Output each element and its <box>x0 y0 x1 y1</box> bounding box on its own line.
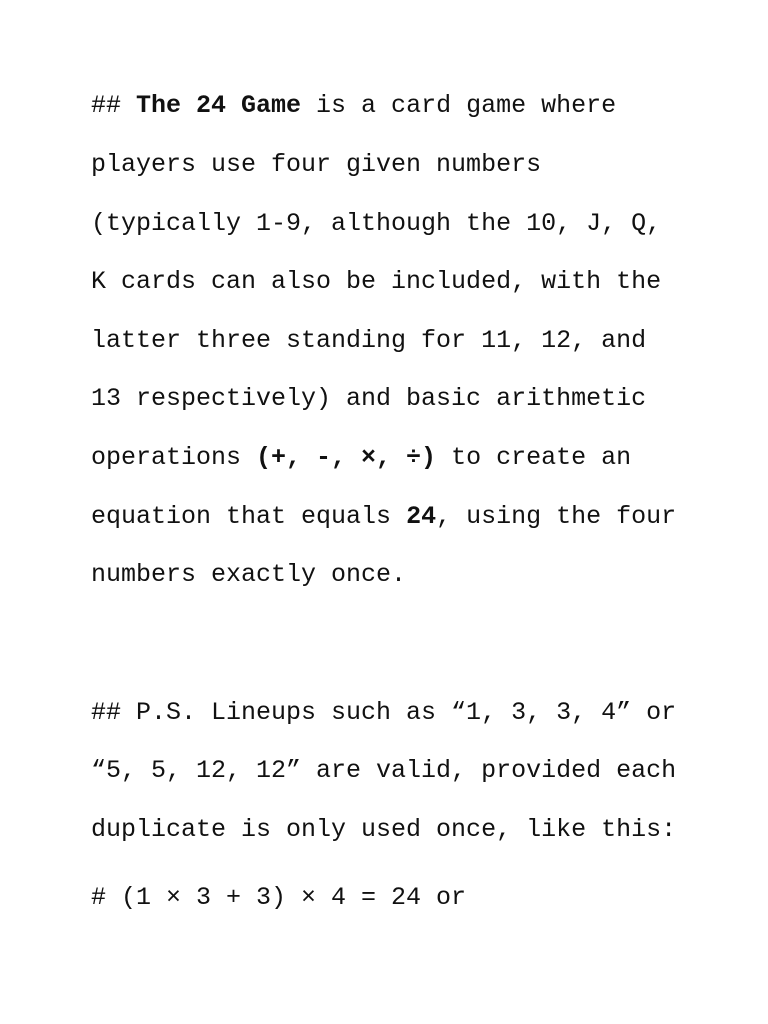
ps-line-2: “5, 5, 12, 12” are valid, provided each <box>91 756 677 785</box>
intro-line-5: latter three standing for 11, 12, and <box>91 326 647 355</box>
operations-list: (+, -, ×, ÷) <box>256 443 437 472</box>
game-title: The 24 Game <box>136 91 302 120</box>
intro-line-2: players use four given numbers <box>91 150 542 179</box>
intro-line-9: numbers exactly once. <box>91 560 407 589</box>
intro-line-1: ## The 24 Game is a card game where <box>91 91 617 120</box>
intro-line-6: 13 respectively) and basic arithmetic <box>91 384 647 413</box>
intro-line-4: K cards can also be included, with the <box>91 267 662 296</box>
intro-line-8: equation that equals 24, using the four <box>91 502 677 531</box>
target-number: 24 <box>406 502 437 531</box>
heading-marker: ## <box>91 91 137 120</box>
intro-line-3: (typically 1-9, although the 10, J, Q, <box>91 209 662 238</box>
example-equation: # (1 × 3 + 3) × 4 = 24 or <box>91 883 467 912</box>
ps-line-1: ## P.S. Lineups such as “1, 3, 3, 4” or <box>91 698 677 727</box>
ps-line-3: duplicate is only used once, like this: <box>91 815 677 844</box>
intro-line-7: operations (+, -, ×, ÷) to create an <box>91 443 632 472</box>
